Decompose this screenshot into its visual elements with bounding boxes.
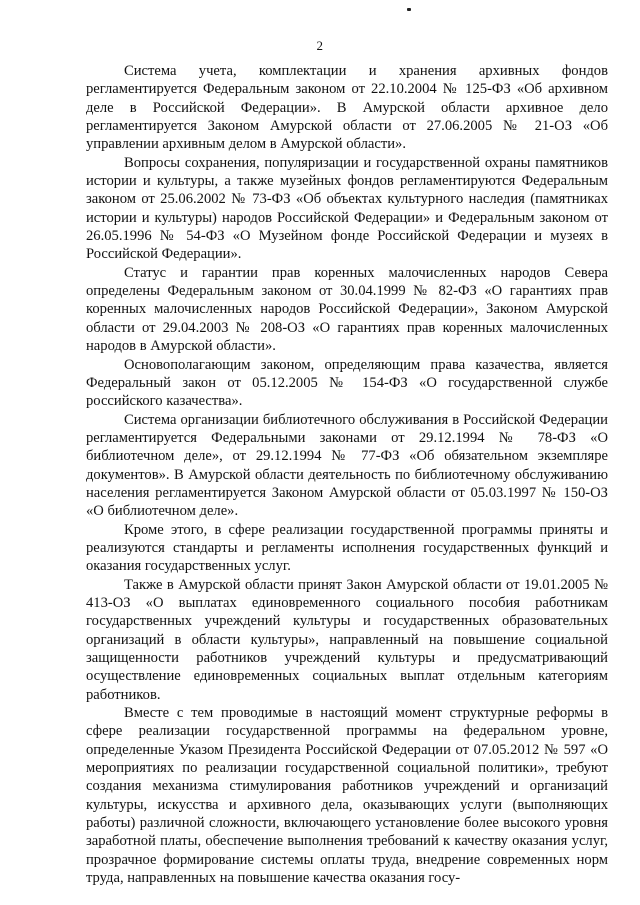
paragraph-indigenous-peoples: Статус и гарантии прав коренных малочисленных народов Севера определены Федеральным законом от 30.04.1999 № 82-ФЗ «О гарантиях прав коренных малочисленных народов Российской Федерации», Законом Амурской области от 29.04.2003 № 208-ОЗ «О гарантиях прав коренных малочисленных народов в Амурской области».: [86, 264, 608, 355]
paragraph-standards: Кроме этого, в сфере реализации государственной программы приняты и реализуются стандарты и регламенты исполнения государственных функций и оказания государственных услуг.: [86, 521, 608, 575]
paragraph-monuments-museums: Вопросы сохранения, популяризации и государственной охраны памятников истории и культуры, а также музейных фондов регламентируются Федеральным законом от 25.06.2002 № 73-ФЗ «Об объектах культурного наследия (памятниках истории и культуры) народов Российской Федерации» и Федеральным законом от 26.05.1996 № 54-ФЗ «О Музейном фонде Российской Федерации и музеях в Российской Федерации».: [86, 154, 608, 263]
scan-artifact-mark: [407, 8, 411, 11]
paragraph-archives: Система учета, комплектации и хранения архивных фондов регламентируется Федеральным законом от 22.10.2004 № 125-ФЗ «Об архивном деле в Российской Федерации». В Амурской области архивное дело регламентируется Законом Амурской области от 27.06.2005 № 21-ОЗ «Об управлении архивным делом в Амурской области».: [86, 63, 608, 153]
paragraph-cossacks: Основополагающим законом, определяющим права казачества, является Федеральный закон от 05.12.2005 № 154-ФЗ «О государственной службе российского казачества».: [86, 356, 608, 410]
paragraph-libraries: Система организации библиотечного обслуживания в Российской Федерации регламентируется Федеральными законами от 29.12.1994 № 78-ФЗ «О библиотечном деле», от 29.12.1994 № 77-ФЗ «Об обязательном экземпляре документов». В Амурской области деятельность по библиотечному обслуживанию населения регламентируется Законом Амурской области от 05.03.1997 № 150-ОЗ «О библиотечном деле».: [86, 411, 608, 520]
document-body: [86, 62, 608, 887]
paragraph-social-benefits: Также в Амурской области принят Закон Амурской области от 19.01.2005 № 413-ОЗ «О выплатах единовременного социального пособия работникам государственных учреждений культуры и государственных образовательных организаций в области культуры», направленный на повышение социальной защищенности работников учреждений культуры и предусматривающий осуществление единовременных социальных выплат отдельным категориям работников.: [86, 576, 608, 703]
paragraph-structural-reforms: Вместе с тем проводимые в настоящий момент структурные реформы в сфере реализации государственной программы на федеральном уровне, определенные Указом Президента Российской Федерации от 07.05.2012 № 597 «О мероприятиях по реализации государственной социальной политики», требуют создания механизма стимулирования работников учреждений и организаций культуры, искусства и архивного дела, оказывающих услуги (выполняющих работы) различной сложности, включающего установление более высокого уровня заработной платы, обеспечение выполнения требований к качеству оказания услуг, прозрачное формирование системы оплаты труда, внедрение современных норм труда, направленных на повышение качества оказания госу-: [86, 705, 608, 887]
page-number: 2: [316, 38, 324, 53]
